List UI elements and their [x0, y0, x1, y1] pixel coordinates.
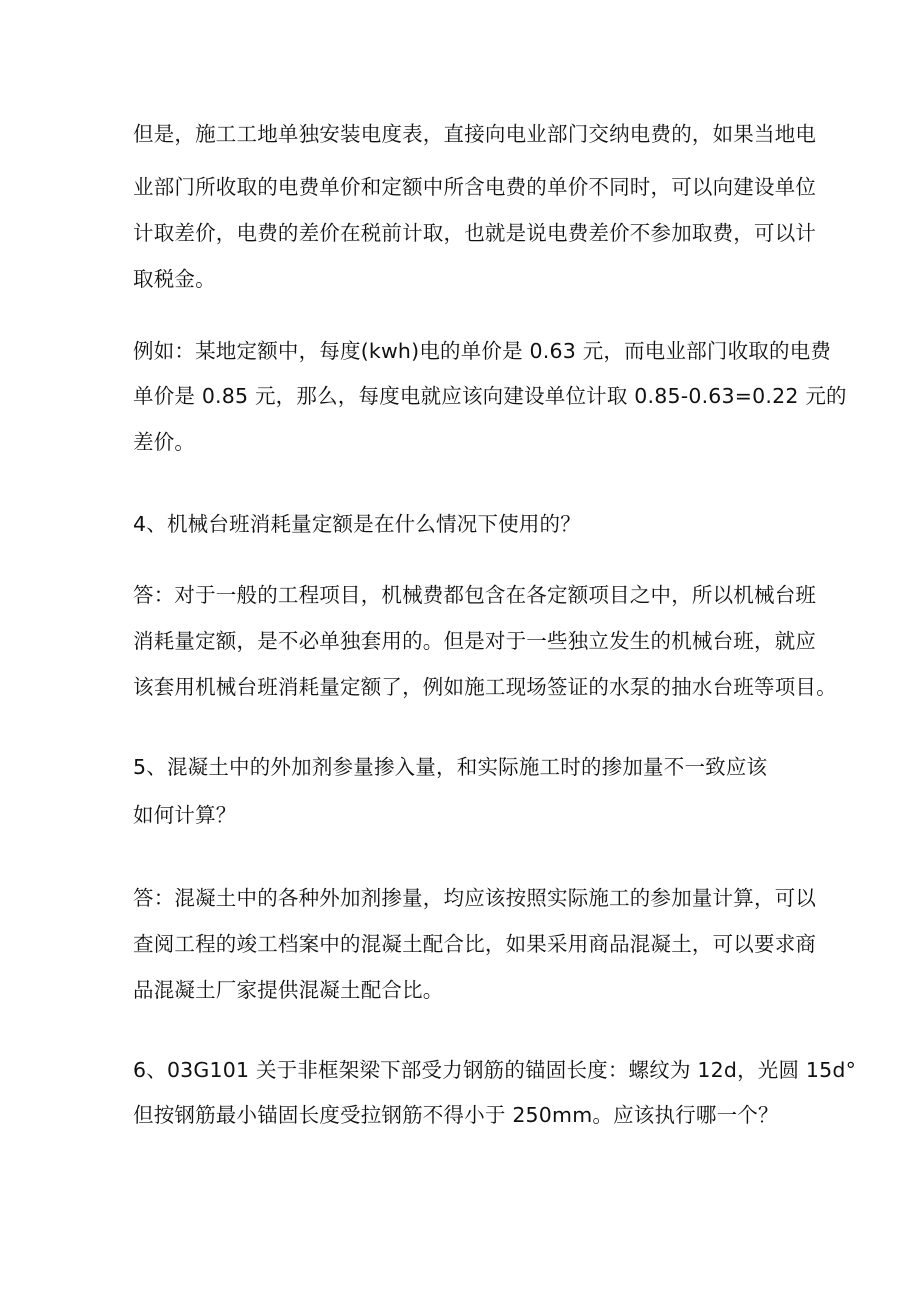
question-5-line-2: 如何计算？ — [133, 803, 237, 827]
paragraph-example-line-1: 例如：某地定额中，每度(kwh)电的单价是 0.63 元，而电业部门收取的电费 — [133, 339, 832, 363]
answer-5-line-2: 查阅工程的竣工档案中的混凝土配合比，如果采用商品混凝土，可以要求商 — [133, 932, 817, 956]
answer-5-line-1: 答：混凝土中的各种外加剂掺量，均应该按照实际施工的参加量计算，可以 — [133, 886, 817, 910]
answer-4-line-3: 该套用机械台班消耗量定额了，例如施工现场签证的水泵的抽水台班等项目。 — [133, 675, 837, 699]
paragraph-electricity-line-3: 计取差价，电费的差价在税前计取，也就是说电费差价不参加取费，可以计 — [133, 221, 817, 245]
question-6-line-1: 6、03G101 关于非框架梁下部受力钢筋的锚固长度：螺纹为 12d，光圆 15d° — [133, 1058, 857, 1082]
paragraph-electricity-line-2: 业部门所收取的电费单价和定额中所含电费的单价不同时，可以向建设单位 — [133, 175, 817, 199]
paragraph-example-line-2: 单价是 0.85 元，那么，每度电就应该向建设单位计取 0.85-0.63=0.22 元的 — [133, 384, 847, 408]
answer-4-line-2: 消耗量定额，是不必单独套用的。但是对于一些独立发生的机械台班，就应 — [133, 629, 817, 653]
paragraph-electricity-line-4: 取税金。 — [133, 267, 216, 291]
answer-4-line-1: 答：对于一般的工程项目，机械费都包含在各定额项目之中，所以机械台班 — [133, 583, 817, 607]
answer-5-line-3: 品混凝土厂家提供混凝土配合比。 — [133, 978, 444, 1002]
paragraph-example-line-3: 差价。 — [133, 430, 196, 454]
question-6-line-2: 但按钢筋最小锚固长度受拉钢筋不得小于 250mm。应该执行哪一个？ — [133, 1103, 779, 1127]
question-5-line-1: 5、混凝土中的外加剂参量掺入量，和实际施工时的掺加量不一致应该 — [133, 755, 768, 779]
paragraph-electricity-line-1: 但是，施工工地单独安装电度表，直接向电业部门交纳电费的，如果当地电 — [133, 122, 817, 146]
question-4-line-1: 4、机械台班消耗量定额是在什么情况下使用的？ — [133, 512, 581, 536]
